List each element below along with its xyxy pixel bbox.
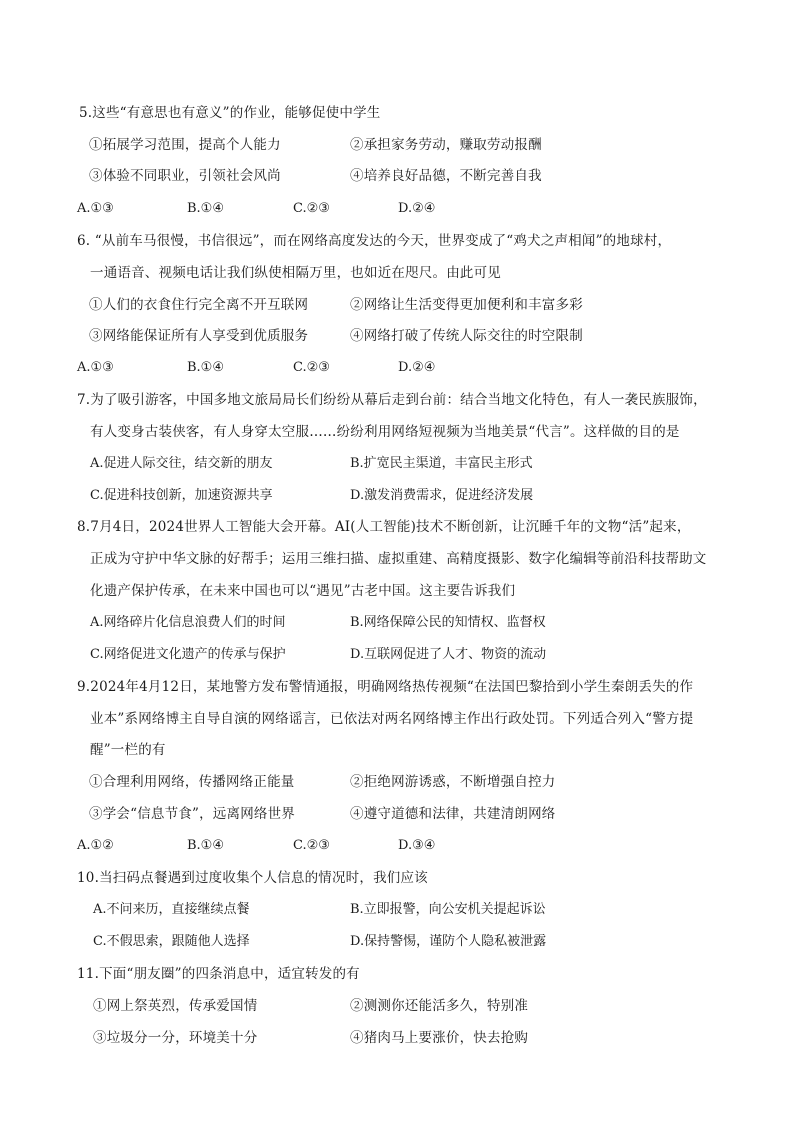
q6-stem-line-1: 6. “从前车马很慢，书信很远”，而在网络高度发达的今天，世界变成了“鸡犬之声相闻”的地球村， (77, 233, 672, 249)
q11-statement-4: ④猪肉马上要涨价，快去抢购 (350, 1030, 529, 1046)
q5-statement-3: ③体验不同职业，引领社会风尚 (89, 168, 281, 184)
q7-stem-line-2: 有人变身古装侠客，有人身穿太空服……纷纷利用网络短视频为当地美景“代言”。这样做的目的是 (90, 424, 680, 440)
q9-stem-line-2: 业本”系网络博主自导自演的网络谣言，已依法对两名网络博主作出行政处罚。下列适合列入“警方提 (90, 711, 694, 727)
q9-option-c[interactable]: C.②③ (293, 838, 330, 853)
q6-statement-3: ③网络能保证所有人享受到优质服务 (89, 328, 309, 344)
q6-option-c[interactable]: C.②③ (293, 360, 330, 375)
q9-option-b[interactable]: B.①④ (187, 838, 224, 853)
q7-option-a[interactable]: A.促进人际交往，结交新的朋友 (90, 456, 273, 471)
q9-option-a[interactable]: A.①② (77, 838, 114, 853)
q5-statement-1: ①拓展学习范围，提高个人能力 (89, 137, 281, 153)
q9-statement-4: ④遵守道德和法律，共建清朗网络 (350, 806, 556, 822)
q5-option-c[interactable]: C.②③ (293, 201, 330, 216)
q5-statement-2: ②承担家务劳动，赚取劳动报酬 (350, 137, 542, 153)
q10-option-a[interactable]: A.不问来历，直接继续点餐 (93, 902, 250, 917)
q8-option-d[interactable]: D.互联网促进了人才、物资的流动 (350, 647, 547, 662)
q11-statement-3: ③垃圾分一分，环境美十分 (93, 1030, 258, 1046)
q6-statement-4: ④网络打破了传统人际交往的时空限制 (350, 328, 583, 344)
q6-option-a[interactable]: A.①③ (77, 360, 114, 375)
q8-stem-line-2: 正成为守护中华文脉的好帮手；运用三维扫描、虚拟重建、高精度摄影、数字化编辑等前沿科技帮助文 (90, 551, 707, 567)
q10-option-c[interactable]: C.不假思索，跟随他人选择 (93, 934, 250, 949)
q6-statement-1: ①人们的衣食住行完全离不开互联网 (89, 297, 309, 313)
q5-stem: 5.这些“有意思也有意义”的作业，能够促使中学生 (79, 105, 381, 121)
q10-option-d[interactable]: D.保持警惕，谨防个人隐私被泄露 (350, 934, 547, 949)
q10-stem: 10.当扫码点餐遇到过度收集个人信息的情况时，我们应该 (77, 870, 428, 886)
q11-stem: 11.下面“朋友圈”的四条消息中，适宜转发的有 (77, 966, 360, 982)
q7-option-d[interactable]: D.激发消费需求，促进经济发展 (350, 488, 534, 503)
q10-option-b[interactable]: B.立即报警，向公安机关提起诉讼 (350, 902, 546, 917)
q6-statement-2: ②网络让生活变得更加便利和丰富多彩 (350, 297, 583, 313)
q11-statement-1: ①网上祭英烈，传承爱国情 (93, 998, 258, 1014)
q8-stem-line-1: 8.7月4日，2024世界人工智能大会开幕。AI(人工智能)技术不断创新，让沉睡千年的文物“活”起来， (77, 519, 691, 535)
q5-statement-4: ④培养良好品德，不断完善自我 (350, 168, 542, 184)
q7-option-c[interactable]: C.促进科技创新，加速资源共享 (90, 488, 273, 503)
q9-stem-line-1: 9.2024年4月12日，某地警方发布警情通报，明确网络热传视频“在法国巴黎拾到小学生秦朗丢失的作 (77, 679, 694, 695)
q7-option-b[interactable]: B.扩宽民主渠道，丰富民主形式 (350, 456, 533, 471)
q9-statement-2: ②拒绝网游诱惑，不断增强自控力 (350, 774, 556, 790)
q8-option-a[interactable]: A.网络碎片化信息浪费人们的时间 (90, 615, 286, 630)
q9-option-d[interactable]: D.③④ (398, 838, 436, 853)
q5-option-b[interactable]: B.①④ (187, 201, 224, 216)
q7-stem-line-1: 7.为了吸引游客，中国多地文旅局局长们纷纷从幕后走到台前：结合当地文化特色，有人一袭民族服饰， (77, 392, 707, 408)
q6-option-d[interactable]: D.②④ (398, 360, 436, 375)
q11-statement-2: ②测测你还能活多久，特别准 (350, 998, 529, 1014)
q8-stem-line-3: 化遗产保护传承，在未来中国也可以“遇见”古老中国。这主要告诉我们 (90, 583, 516, 599)
q8-option-b[interactable]: B.网络保障公民的知情权、监督权 (350, 615, 546, 630)
q9-stem-line-3: 醒”一栏的有 (90, 742, 166, 758)
q5-option-a[interactable]: A.①③ (77, 201, 114, 216)
q9-statement-1: ①合理利用网络，传播网络正能量 (89, 774, 295, 790)
q8-option-c[interactable]: C.网络促进文化遗产的传承与保护 (90, 647, 286, 662)
q6-stem-line-2: 一通语音、视频电话让我们纵使相隔万里，也如近在咫尺。由此可见 (90, 265, 501, 281)
q9-statement-3: ③学会“信息节食”，远离网络世界 (89, 806, 296, 822)
q5-option-d[interactable]: D.②④ (398, 201, 436, 216)
q6-option-b[interactable]: B.①④ (187, 360, 224, 375)
